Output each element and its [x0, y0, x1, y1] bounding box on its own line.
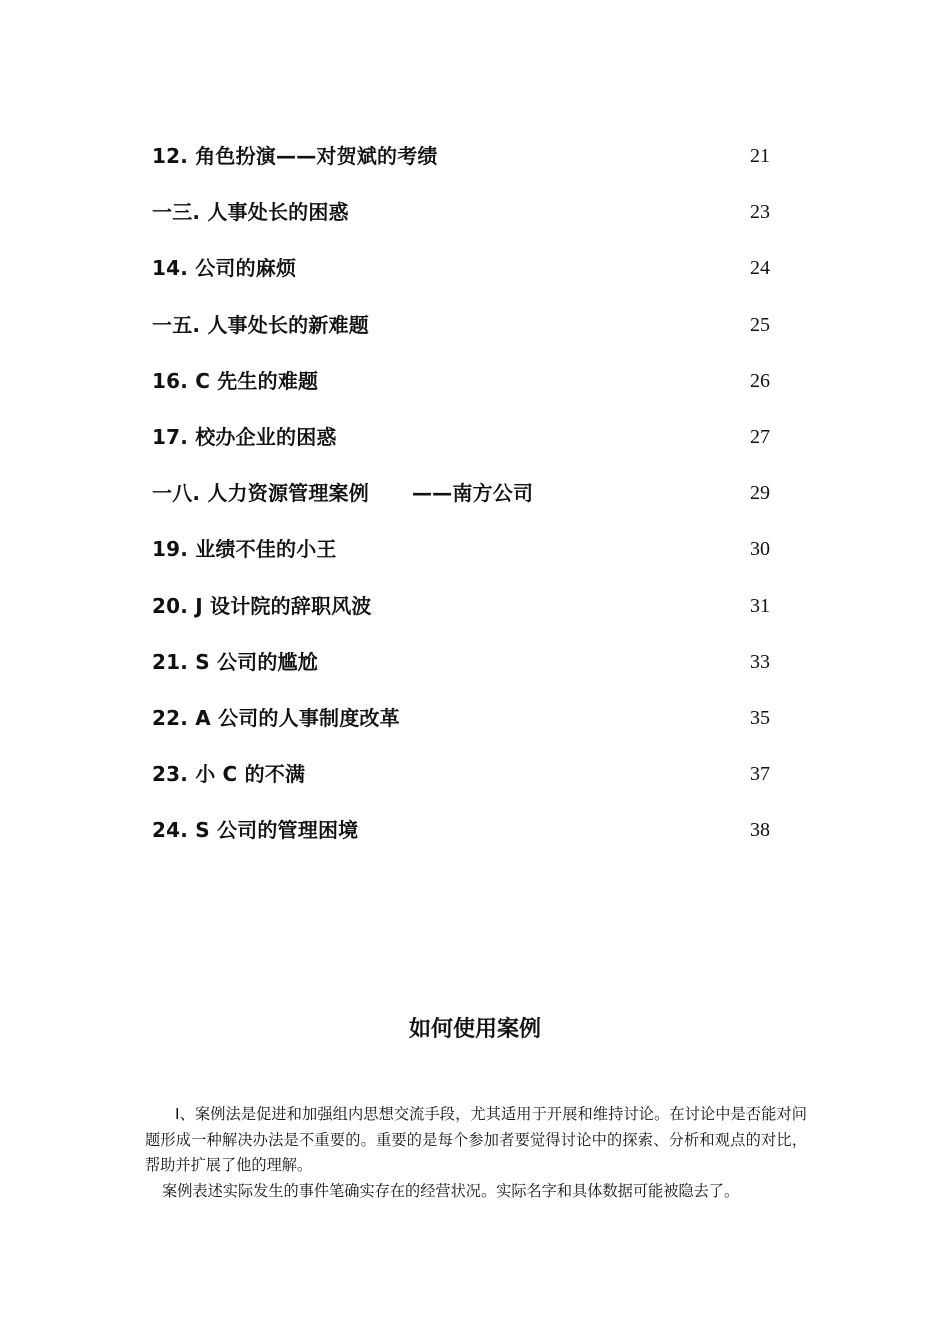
toc-entry-page-number: 24 [750, 257, 770, 280]
toc-entry-title: 14. 公司的麻烦 [152, 256, 297, 281]
toc-entry[interactable] [152, 306, 792, 362]
body-paragraph: I、案例法是促进和加强组内思想交流手段，尤其适用于开展和维持讨论。在讨论中是否能对问题形成一种解决办法是不重要的。重要的是每个参加者要觉得讨论中的探索、分析和观点的对比，帮助并扩展了他的理解。 [145, 1105, 807, 1174]
toc-entry-page-number: 26 [750, 369, 770, 392]
table-of-contents [152, 137, 792, 867]
toc-entry-title: 21. S 公司的尴尬 [152, 649, 318, 674]
toc-entry-page-number: 23 [750, 201, 770, 224]
toc-entry-page-number: 21 [750, 145, 770, 167]
section-heading: 如何使用案例 [408, 1017, 541, 1042]
toc-entry[interactable] [152, 418, 792, 474]
toc-entry-page-number: 37 [750, 763, 770, 786]
toc-entry[interactable] [152, 249, 792, 305]
toc-entry-title: 一八. 人力资源管理案例 ——南方公司 [152, 481, 534, 506]
toc-entry-title: 22. A 公司的人事制度改革 [152, 705, 400, 730]
toc-entry-page-number: 25 [750, 313, 770, 336]
toc-entry[interactable] [152, 474, 792, 530]
toc-entry[interactable] [152, 530, 792, 586]
toc-entry-page-number: 33 [750, 650, 770, 673]
toc-entry[interactable] [152, 193, 792, 249]
toc-entry[interactable] [152, 699, 792, 755]
body-paragraph: 案例表述实际发生的事件笔确实存在的经营状况。实际名字和具体数据可能被隐去了。 [162, 1181, 740, 1200]
toc-entry[interactable] [152, 811, 792, 867]
toc-entry-page-number: 38 [750, 819, 770, 842]
toc-entry-title: 19. 业绩不佳的小王 [152, 537, 337, 562]
toc-entry-page-number: 35 [750, 706, 770, 729]
toc-entry-title: 24. S 公司的管理困境 [152, 818, 359, 843]
toc-entry-title: 12. 角色扮演——对贺斌的考绩 [152, 144, 438, 168]
section-body [145, 1102, 807, 1204]
toc-entry[interactable] [152, 137, 792, 193]
toc-entry-page-number: 27 [750, 425, 770, 448]
toc-entry-title: 一三. 人事处长的困惑 [152, 200, 349, 225]
toc-entry[interactable] [152, 362, 792, 418]
toc-entry-title: 17. 校办企业的困惑 [152, 424, 337, 449]
toc-entry-title: 16. C 先生的难题 [152, 368, 319, 393]
toc-entry-page-number: 29 [750, 482, 770, 505]
toc-entry[interactable] [152, 643, 792, 699]
toc-entry-page-number: 30 [750, 538, 770, 561]
toc-entry-title: 20. J 设计院的辞职风波 [152, 593, 372, 618]
toc-entry[interactable] [152, 755, 792, 811]
toc-entry-page-number: 31 [750, 594, 770, 617]
toc-entry-title: 一五. 人事处长的新难题 [152, 312, 369, 337]
toc-entry[interactable] [152, 587, 792, 643]
toc-entry-title: 23. 小 C 的不满 [152, 762, 306, 787]
